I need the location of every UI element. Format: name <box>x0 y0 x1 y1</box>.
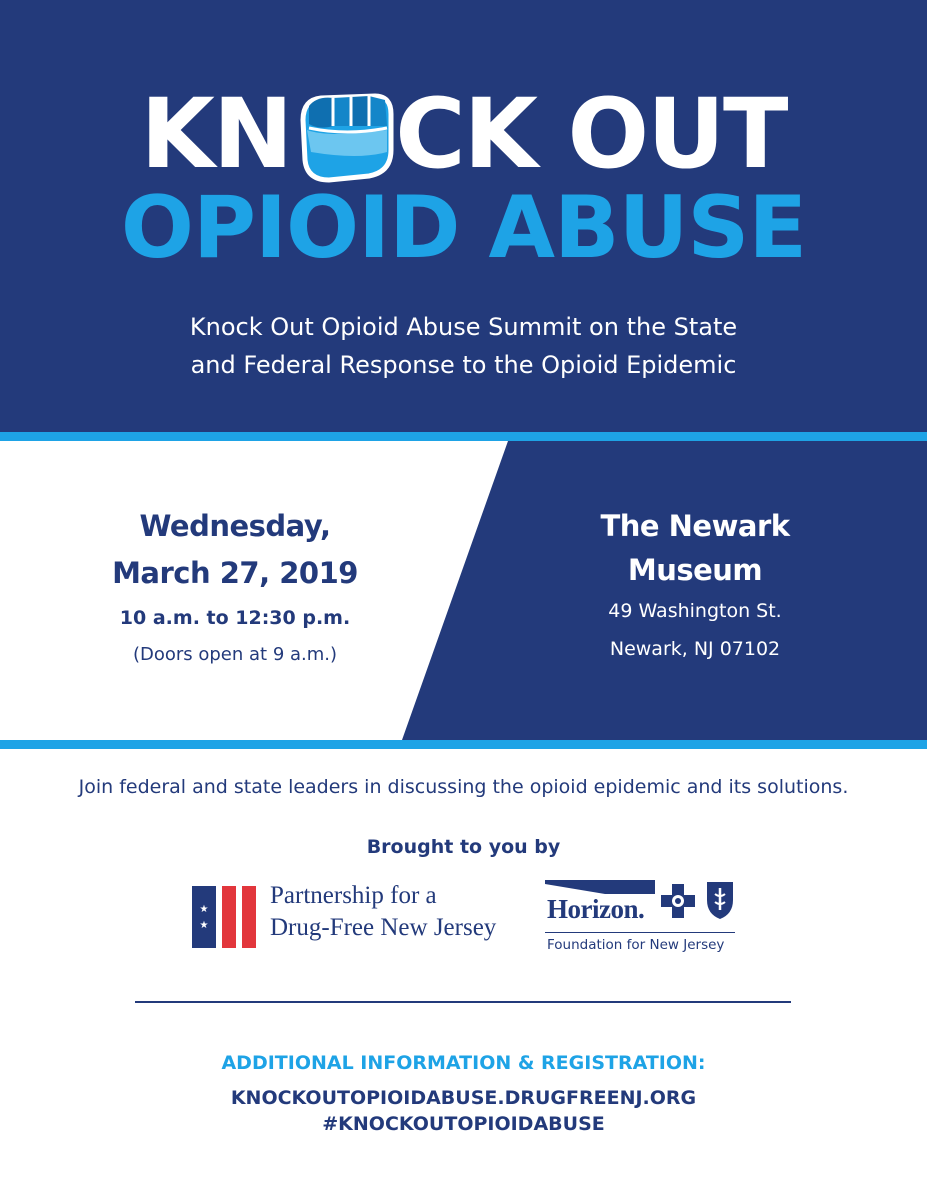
pdfnj-logo <box>190 880 510 952</box>
event-day: Wednesday, <box>139 509 331 543</box>
title-line-1-before: KN <box>140 78 292 190</box>
blue-cross-icon <box>660 883 696 919</box>
title-line-2: OPIOID ABUSE <box>120 178 807 278</box>
event-date: March 27, 2019 <box>112 556 358 590</box>
event-time: 10 a.m. to 12:30 p.m. <box>119 607 351 629</box>
pdfnj-name-line-2: Drug-Free New Jersey <box>270 914 497 941</box>
title-line-1 <box>0 78 927 190</box>
flag-logo-icon <box>190 884 260 950</box>
subtitle-line: Knock Out Opioid Abuse Summit on the State <box>189 313 738 341</box>
subtitle-line: and Federal Response to the Opioid Epidemic <box>190 351 737 379</box>
venue-block <box>540 504 850 668</box>
horizon-rule <box>545 932 735 933</box>
venue-city: Newark, NJ 07102 <box>609 638 781 660</box>
fist-icon <box>289 80 397 188</box>
blue-shield-icon <box>705 880 735 920</box>
accent-stripe-top <box>0 432 927 441</box>
registration-heading: ADDITIONAL INFORMATION & REGISTRATION: <box>221 1052 706 1074</box>
event-doors: (Doors open at 9 a.m.) <box>132 644 338 665</box>
section-divider <box>135 1001 791 1003</box>
accent-stripe-bottom <box>0 740 927 749</box>
sponsors-heading: Brought to you by <box>366 836 561 858</box>
horizon-wordmark: Horizon. <box>547 894 645 924</box>
horizon-logo <box>545 880 745 960</box>
hero-banner <box>0 0 927 432</box>
pdfnj-name <box>270 880 496 944</box>
pdfnj-name-line-1: Partnership for a <box>270 882 437 909</box>
event-subtitle <box>100 308 827 384</box>
venue-name-line-1: The Newark <box>600 509 790 543</box>
svg-text:★: ★ <box>199 904 209 915</box>
title-line-1-after: CK OUT <box>395 78 787 190</box>
venue-name-line-2: Museum <box>627 553 763 587</box>
svg-text:★: ★ <box>199 920 209 931</box>
horizon-subtitle: Foundation for New Jersey <box>547 937 725 953</box>
venue-street: 49 Washington St. <box>608 600 782 622</box>
registration-hashtag: #KNOCKOUTOPIOIDABUSE <box>322 1113 605 1135</box>
tagline: Join federal and state leaders in discussing the opioid epidemic and its solutions. <box>78 776 849 798</box>
registration-url[interactable]: KNOCKOUTOPIOIDABUSE.DRUGFREENJ.ORG <box>230 1087 697 1109</box>
event-date-block <box>60 504 410 672</box>
